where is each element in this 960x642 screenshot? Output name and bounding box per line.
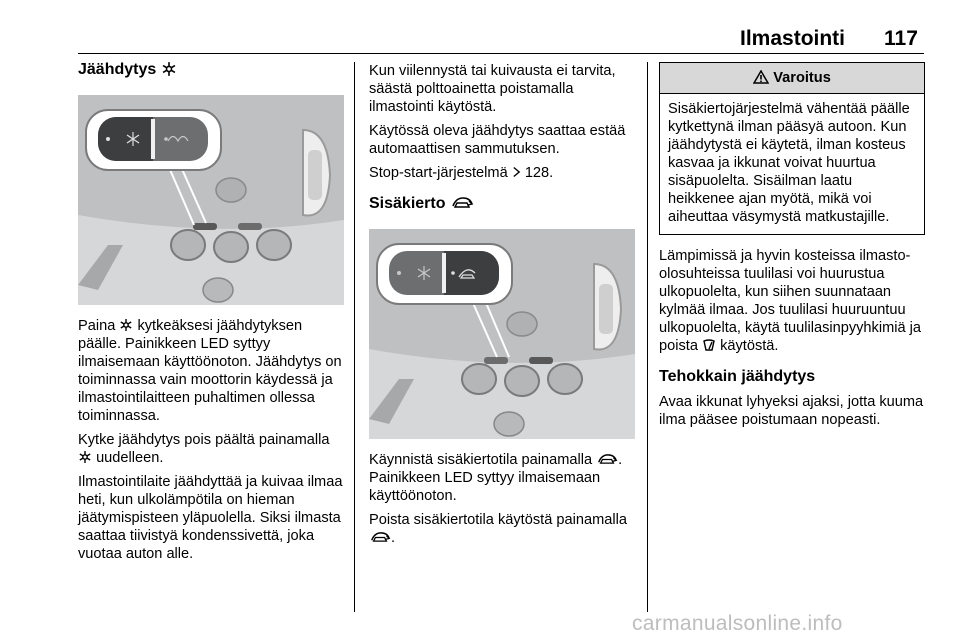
cooling-text-3: Ilmastointilaite jäähdyttää ja kuivaa ilmaa heti, kun ulkolämpötila on hieman jäätymispisteen yläpuolella. Siksi ilmasta saattaa tiivistyä kondenssivettä, joka vuotaa auton alle.: [78, 474, 343, 562]
heading-cooling-text: Jäähdytys: [78, 61, 157, 78]
snowflake-icon: [78, 450, 92, 464]
section-heading-cooling: [78, 60, 344, 80]
recirc-text-2b: .: [391, 530, 396, 546]
cooling-button-illustration: [78, 95, 344, 305]
warning-header: [660, 63, 924, 94]
col2-text-3b: 128.: [524, 165, 554, 181]
snowflake-icon: [119, 318, 133, 332]
cooling-text-1a: Paina: [78, 318, 116, 334]
recirc-text-2a: Poista sisäkiertotila käytöstä painamalla: [369, 512, 627, 528]
column-2: [369, 62, 633, 553]
dashboard-illustration-1: [78, 95, 344, 305]
humid-text-a: Lämpimissä ja hyvin kosteissa ilmasto-olosuhteissa tuulilasi voi huurustua ulkopuolelta, kun siihen suunnataan kylmää ilmaa. Jos tuulilasi huuruuntuu ulkopuolelta, käytä tuulilasinpyyhkimiä ja poista: [659, 248, 922, 354]
snowflake-icon: [161, 61, 177, 77]
cooling-text-2b: uudelleen.: [96, 450, 164, 466]
header-rule: [78, 53, 924, 54]
max-cooling-text: Avaa ikkunat lyhyeksi ajaksi, jotta kuuma ilma pääsee poistumaan nopeasti.: [659, 394, 924, 428]
col2-text-3a: Stop-start-järjestelmä: [369, 165, 508, 181]
column-divider-1: [354, 62, 355, 612]
col2-text-1: Kun viilennystä tai kuivausta ei tarvita, säästä polttoainetta poistamalla ilmastointi käytöstä.: [369, 63, 616, 115]
section-heading-max-cooling: Tehokkain jäähdytys: [659, 368, 816, 385]
watermark: carmanualsonline.info: [632, 612, 843, 635]
recirc-text-1b: . Painikkeen LED syttyy ilmaisemaan käyttöönoton.: [369, 452, 623, 504]
warning-box: [659, 62, 925, 235]
dashboard-illustration-2: [369, 229, 635, 439]
warning-triangle-icon: [753, 70, 769, 84]
heading-recirculation-text: Sisäkierto: [369, 195, 446, 212]
section-heading-recirculation: [369, 194, 633, 214]
recirculation-icon: [596, 453, 618, 466]
column-3: [659, 62, 925, 435]
page-ref-arrow-icon: [512, 165, 521, 179]
page-number: 117: [884, 27, 918, 50]
column-divider-2: [647, 62, 648, 612]
recirculation-icon: [450, 196, 474, 210]
cooling-text-1b: kytkeäksesi jäähdytyksen päälle. Painikkeen LED syttyy ilmaisemaan käyttöönoton. Jäähdytys on toiminnassa vain moottorin käydessä ja ilmastointilaitteen puhaltimen ollessa toiminnassa.: [78, 318, 342, 424]
chapter-title: Ilmastointi: [740, 27, 846, 50]
warning-title: Varoitus: [773, 70, 831, 86]
recirculation-icon: [369, 531, 391, 544]
wiper-icon: [702, 338, 716, 352]
recirculation-button-illustration: [369, 229, 635, 439]
humid-text-b: käytöstä.: [720, 338, 779, 354]
col2-text-2: Käytössä oleva jäähdytys saattaa estää automaattisen sammutuksen.: [369, 123, 626, 157]
cooling-text-2a: Kytke jäähdytys pois päältä painamalla: [78, 432, 330, 448]
warning-text: Sisäkiertojärjestelmä vähentää päälle kytkettynä ilman pääsyä autoon. Kun jäähdytystä ei käytetä, ilman kosteus kasvaa ja ikkunat voivat huurtua sisäpuolelta. Sisäilman laatu heikkenee ajan myötä, mikä voi aiheuttaa väsymystä matkustajille.: [668, 101, 910, 225]
recirc-text-1a: Käynnistä sisäkiertotila painamalla: [369, 452, 593, 468]
column-1: [78, 60, 344, 569]
